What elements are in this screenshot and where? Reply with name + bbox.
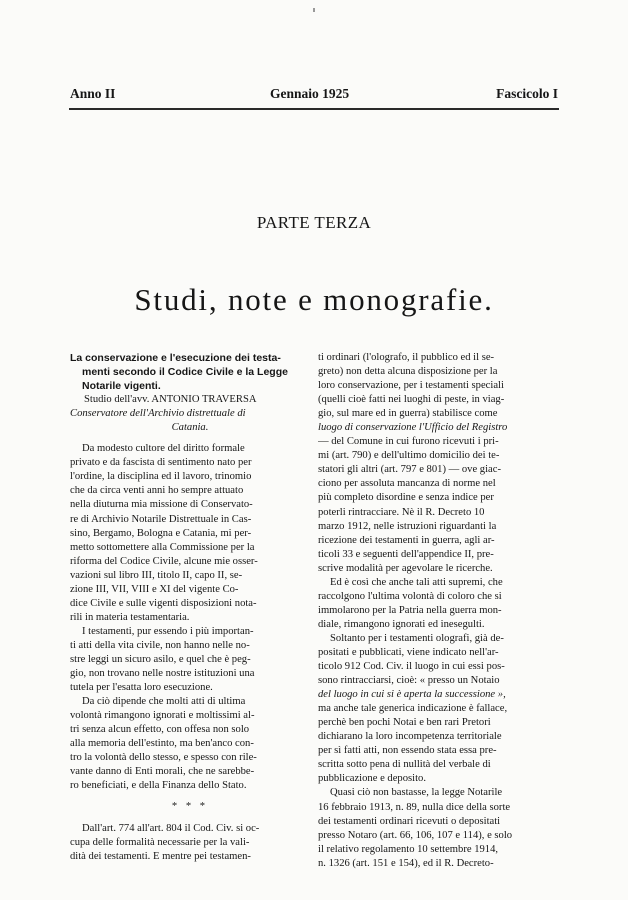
header-rule bbox=[69, 108, 559, 110]
running-header bbox=[70, 86, 558, 106]
text-line: Da ciò dipende che molti atti di ultima bbox=[82, 696, 246, 708]
text-line: scrive modalità per agevolare le ricerche. bbox=[318, 562, 493, 574]
text-line: gio, sul mare ed in guerra) stabilisce come bbox=[318, 408, 498, 420]
text-line: rili in materia testamentaria. bbox=[70, 611, 190, 623]
text-line: più completo disordine e senza indice per bbox=[318, 492, 494, 504]
text-line: positati e pubblicati, viene indicato nell'ar- bbox=[318, 646, 499, 658]
left-column bbox=[70, 351, 310, 864]
text-line: per sì fatti atti, non essendo stata essa pre- bbox=[318, 745, 497, 757]
text-line: greto) non detta alcuna disposizione per la bbox=[318, 366, 498, 378]
text-line: zione III, VII, VIII e XI del vigente Co- bbox=[70, 583, 239, 595]
text-line: cupa delle formalità necessarie per la vali- bbox=[70, 836, 250, 848]
text-line: (quelli cioè fatti nei luoghi di peste, in viag- bbox=[318, 394, 505, 406]
text-line: vazioni sul libro III, titolo II, capo II, se- bbox=[70, 569, 243, 581]
text-line: — del Comune in cui furono ricevuti i pri- bbox=[318, 436, 499, 448]
issue-date: Gennaio 1925 bbox=[270, 86, 350, 101]
text-line: scritta sotto pena di nullità del verbale di bbox=[318, 759, 491, 771]
text-line: dei testamenti ordinari ricevuti o depositati bbox=[318, 815, 501, 827]
text-line: statori gli altri (art. 797 e 801) — ove giac- bbox=[318, 464, 501, 476]
text-line: ticoli 33 e seguenti dell'appendice II, pre- bbox=[318, 548, 494, 560]
text-line: raccolgono l'ultima volontà di coloro che si bbox=[318, 590, 502, 602]
text-line: dità dei testamenti. E mentre pei testamen- bbox=[70, 850, 251, 862]
issue-number: Fascicolo I bbox=[496, 86, 558, 101]
text-line: luogo di conservazione l'Ufficio del Registro bbox=[318, 422, 508, 434]
text-line: ricezione dei testamenti in guerra, agli ar- bbox=[318, 534, 495, 546]
text-line: volontà rimangono ignorati e moltissimi al- bbox=[70, 710, 255, 722]
text-line: il relativo regolamento 10 settembre 1914, bbox=[318, 843, 499, 855]
text-line: Ed è così che anche tali atti supremi, che bbox=[330, 576, 503, 588]
text-line: I testamenti, pur essendo i più importan- bbox=[82, 625, 254, 637]
text-line: presso Notaro (art. 66, 106, 107 e 114), e solo bbox=[318, 829, 513, 841]
section-heading: PARTE TERZA bbox=[256, 213, 372, 232]
text-line: Soltanto per i testamenti olografi, già de- bbox=[330, 632, 504, 644]
volume-label: Anno II bbox=[70, 86, 116, 101]
text-line: perchè ben pochi Notai e ben rari Pretori bbox=[318, 717, 491, 729]
text-line: sino, Bergamo, Bologna e Catania, mi per- bbox=[70, 527, 252, 539]
text-line: Dall'art. 774 all'art. 804 il Cod. Civ. si oc- bbox=[82, 822, 260, 834]
text-line: mi (art. 790) e dell'ultimo domicilio dei te- bbox=[318, 450, 500, 462]
text-line: l'ordine, la disciplina ed il lavoro, trinomio bbox=[70, 471, 252, 483]
text-line: ciono per assoluta mancanza di norme nel bbox=[318, 478, 496, 490]
author-line: Studio dell'avv. ANTONIO TRAVERSA bbox=[84, 394, 257, 406]
text-line: pubblicazione e deposito. bbox=[318, 773, 426, 785]
text-line: immolarono per la Patria nella guerra mon- bbox=[318, 604, 502, 616]
text-line: diale, rimangono ignorati ed inesegulti. bbox=[318, 618, 485, 630]
affiliation-line: Catania. bbox=[171, 422, 209, 434]
main-title: Studi, note e monografie. bbox=[134, 282, 494, 317]
text-line: tro la volontà dello stesso, e spesso con rile- bbox=[70, 752, 257, 764]
affiliation-line: Conservatore dell'Archivio distrettuale di bbox=[70, 408, 246, 420]
text-line: vante danno di Enti morali, che ne sarebbe- bbox=[70, 766, 255, 778]
text-line: ro beneficiati, e della Finanza dello Stato. bbox=[70, 780, 247, 792]
article-title-line: Notarile vigenti. bbox=[82, 380, 161, 393]
section-separator: * * * bbox=[171, 801, 209, 813]
right-column bbox=[318, 351, 558, 871]
text-line: loro conservazione, per i testamenti speciali bbox=[318, 380, 504, 392]
text-line: Da modesto cultore del diritto formale bbox=[82, 443, 245, 455]
speck-mark bbox=[313, 8, 315, 12]
text-line: ti atti della vita civile, non hanno nelle no- bbox=[70, 639, 250, 651]
text-line: dice Civile e sulle vigenti disposizioni nota- bbox=[70, 597, 257, 609]
text-line: privato e da fascista di sentimento nato per bbox=[70, 457, 252, 469]
text-line: marzo 1912, nelle istruzioni riguardanti la bbox=[318, 520, 497, 532]
text-line: alla memoria dell'estinto, ma ben'anco con- bbox=[70, 738, 254, 750]
text-line: gio, non trovano nelle nostre istituzioni una bbox=[70, 668, 255, 680]
text-line: dichiarano la loro incompetenza territoriale bbox=[318, 731, 502, 743]
text-line: re di Archivio Notarile Distrettuale in Cas- bbox=[70, 513, 252, 525]
text-line: sono rintracciarsi, cioè: « presso un Notaio bbox=[318, 675, 500, 687]
text-line: 16 febbraio 1913, n. 89, nulla dice della sorte bbox=[318, 801, 511, 813]
text-line: che da circa venti anni ho sempre attuato bbox=[70, 485, 244, 497]
text-line: Quasi ciò non bastasse, la legge Notarile bbox=[330, 787, 503, 799]
text-line: ticolo 912 Cod. Civ. il luogo in cui essi pos- bbox=[318, 661, 505, 673]
text-line: ti ordinari (l'olografo, il pubblico ed il se- bbox=[318, 352, 495, 363]
text-line: del luogo in cui si è aperta la successione », bbox=[318, 689, 506, 701]
text-line: tutela per l'esatta loro esecuzione. bbox=[70, 682, 213, 694]
text-line: n. 1326 (art. 151 e 154), ed il R. Decreto- bbox=[318, 857, 494, 869]
text-line: poterli rintracciare. Nè il R. Decreto 10 bbox=[318, 506, 485, 518]
text-line: ma anche tale generica indicazione è fallace, bbox=[318, 703, 508, 715]
text-line: nella diuturna mia missione di Conservato- bbox=[70, 499, 253, 511]
article-title-line: La conservazione e l'esecuzione dei testa- bbox=[70, 352, 281, 364]
text-line: metto sottomettere alla Commissione per la bbox=[70, 541, 255, 553]
text-line: tri senza alcun effetto, con offesa non solo bbox=[70, 724, 250, 736]
text-line: stre leggi un sicuro asilo, e quel che è peg- bbox=[70, 653, 251, 665]
text-line: riforma del Codice Civile, alcune mie osser- bbox=[70, 555, 258, 567]
article-title-line: menti secondo il Codice Civile e la Legge bbox=[82, 366, 288, 379]
